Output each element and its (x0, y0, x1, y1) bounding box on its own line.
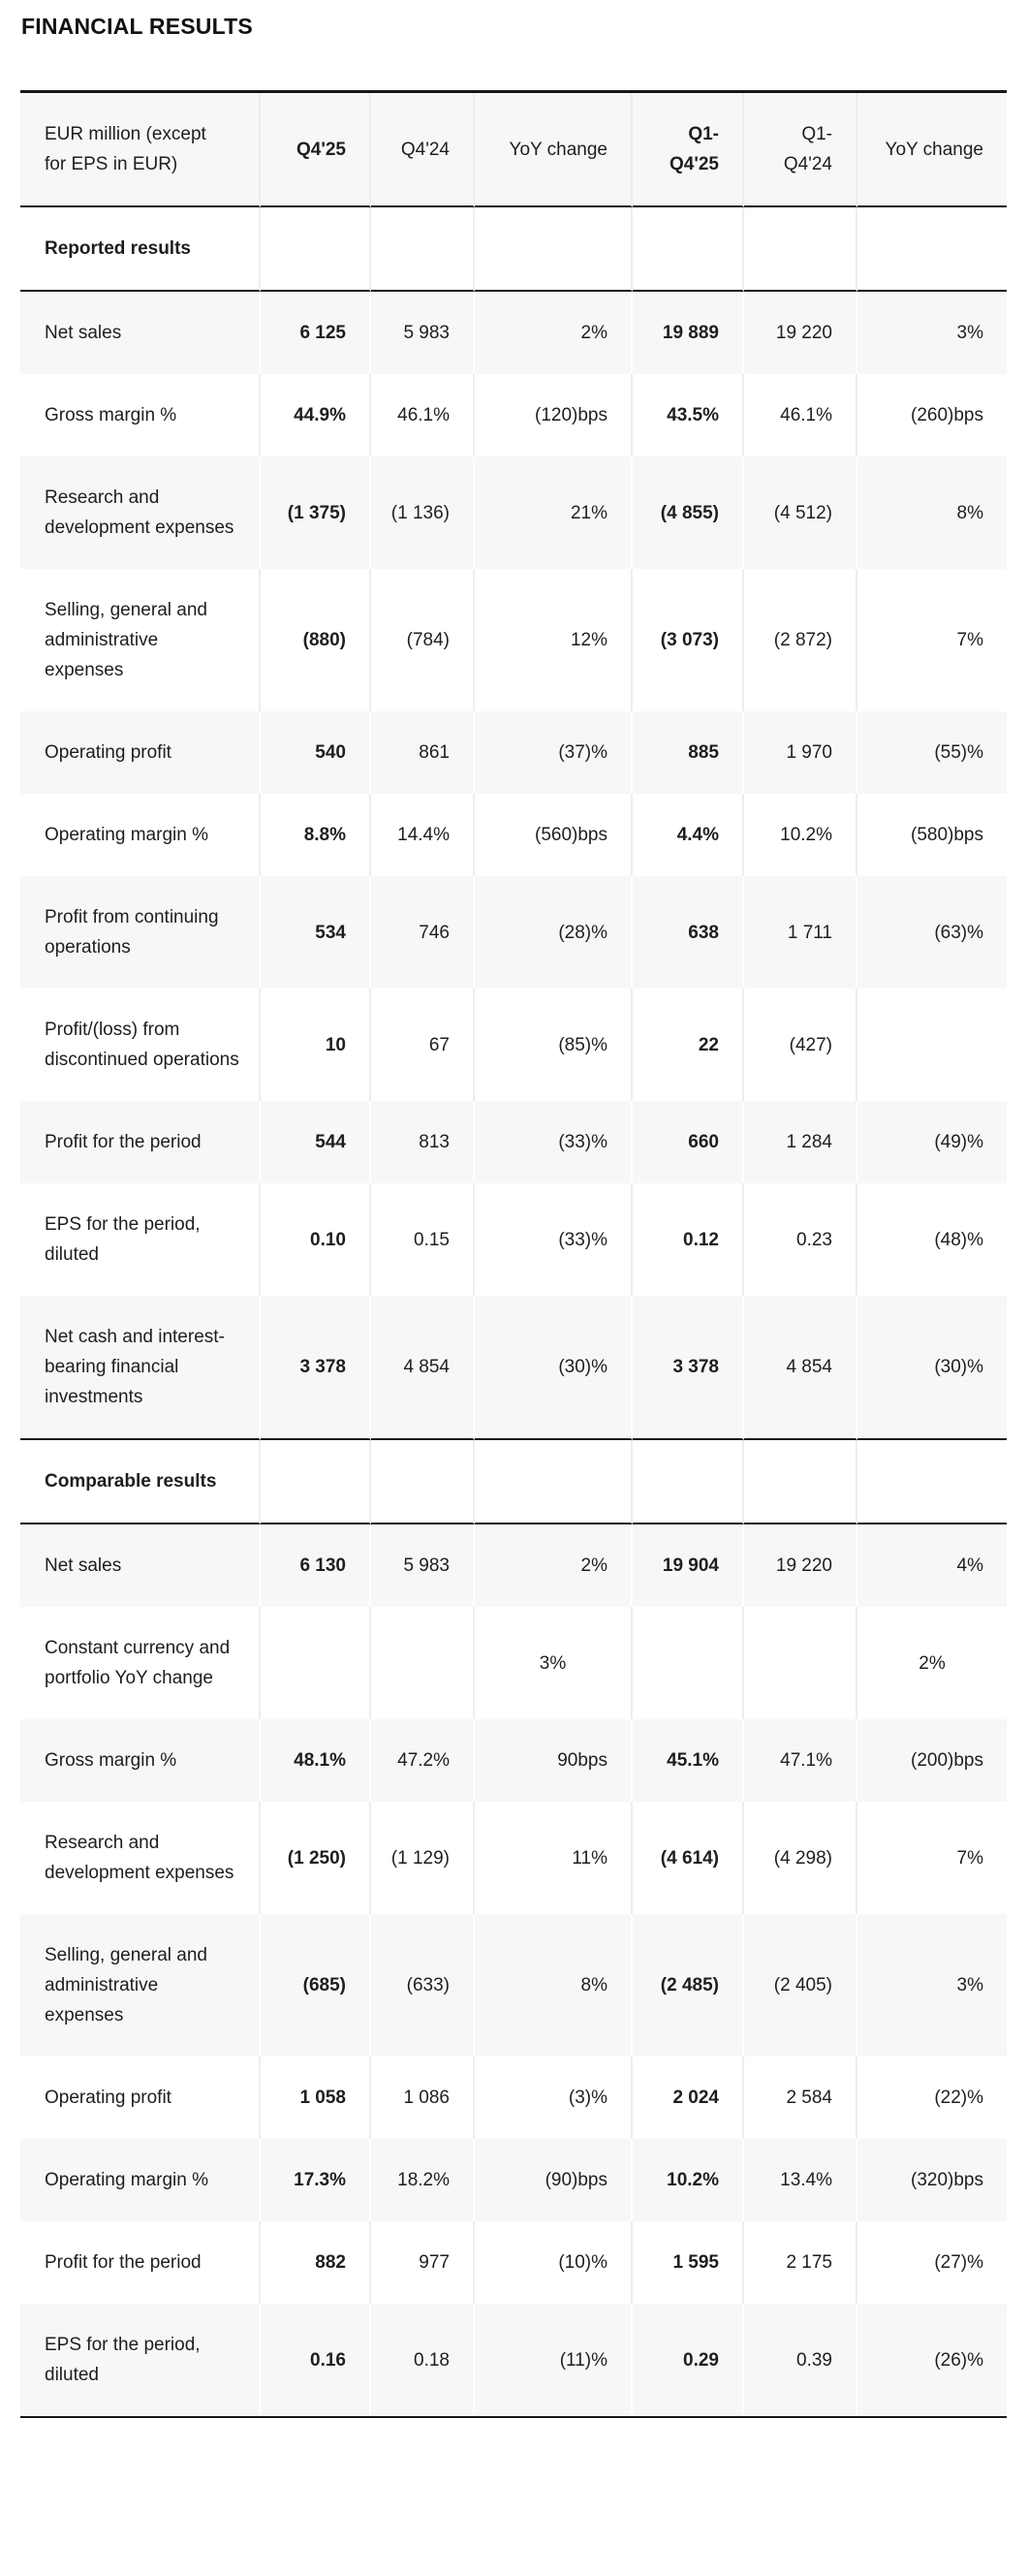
empty-cell (857, 207, 1007, 292)
cell-value: 12% (475, 569, 633, 711)
row-label: Research and development expenses (20, 1802, 261, 1914)
cell-value: 1 086 (371, 2057, 475, 2139)
row-label: Selling, general and administrative expenses (20, 1914, 261, 2057)
header-col-yoy-change-q1-q4: YoY change (857, 93, 1007, 207)
row-label: Selling, general and administrative expenses (20, 569, 261, 711)
cell-value: 67 (371, 989, 475, 1101)
empty-cell (744, 1440, 857, 1524)
cell-value: (880) (261, 569, 371, 711)
table-header (20, 93, 1007, 207)
section-title: Reported results (20, 207, 261, 292)
cell-value: 4.4% (633, 794, 744, 876)
cell-value (371, 1607, 475, 1719)
row-label: Profit for the period (20, 2221, 261, 2304)
cell-value (744, 1607, 857, 1719)
row-label: Net cash and interest-bearing financial investments (20, 1296, 261, 1440)
page-title: FINANCIAL RESULTS (21, 14, 253, 39)
cell-value: (1 375) (261, 456, 371, 569)
cell-value: (30)% (857, 1296, 1007, 1440)
table-row (20, 1183, 1007, 1296)
row-label: Research and development expenses (20, 456, 261, 569)
header-col-q1-q4-24: Q1-Q4'24 (744, 93, 857, 207)
cell-value: (55)% (857, 711, 1007, 794)
cell-value: 746 (371, 876, 475, 989)
cell-value: (260)bps (857, 374, 1007, 456)
cell-value: (3)% (475, 2057, 633, 2139)
cell-value: 2% (475, 1524, 633, 1607)
cell-value: 882 (261, 2221, 371, 2304)
cell-value: 534 (261, 876, 371, 989)
row-label: Operating margin % (20, 794, 261, 876)
cell-value: 3% (475, 1607, 633, 1719)
cell-value: 45.1% (633, 1719, 744, 1802)
cell-value: 46.1% (371, 374, 475, 456)
cell-value: 43.5% (633, 374, 744, 456)
cell-value: (784) (371, 569, 475, 711)
cell-value: 46.1% (744, 374, 857, 456)
empty-cell (857, 1440, 1007, 1524)
cell-value: 10.2% (633, 2139, 744, 2221)
cell-value: 0.29 (633, 2304, 744, 2416)
cell-value: 4 854 (371, 1296, 475, 1440)
empty-cell (475, 207, 633, 292)
cell-value: (120)bps (475, 374, 633, 456)
cell-value: 813 (371, 1101, 475, 1183)
header-col-q4-25: Q4'25 (261, 93, 371, 207)
cell-value: 0.10 (261, 1183, 371, 1296)
cell-value: (63)% (857, 876, 1007, 989)
cell-value: 48.1% (261, 1719, 371, 1802)
cell-value: (48)% (857, 1183, 1007, 1296)
cell-value: 8% (857, 456, 1007, 569)
cell-value: (27)% (857, 2221, 1007, 2304)
cell-value: (2 872) (744, 569, 857, 711)
row-label: Profit/(loss) from discontinued operations (20, 989, 261, 1101)
cell-value: 11% (475, 1802, 633, 1914)
section-row (20, 1440, 1007, 1524)
cell-value: 2% (475, 292, 633, 374)
cell-value: 4% (857, 1524, 1007, 1607)
empty-cell (261, 1440, 371, 1524)
table-row (20, 292, 1007, 374)
cell-value: 22 (633, 989, 744, 1101)
cell-value: 2 584 (744, 2057, 857, 2139)
cell-value: 1 970 (744, 711, 857, 794)
cell-value: (33)% (475, 1183, 633, 1296)
cell-value: (1 250) (261, 1802, 371, 1914)
row-label: Operating profit (20, 711, 261, 794)
table-row (20, 1524, 1007, 1607)
cell-value: 10 (261, 989, 371, 1101)
table-row (20, 1719, 1007, 1802)
row-label: EPS for the period, diluted (20, 2304, 261, 2416)
cell-value: 0.39 (744, 2304, 857, 2416)
cell-value: (427) (744, 989, 857, 1101)
cell-value: 13.4% (744, 2139, 857, 2221)
table-row (20, 989, 1007, 1101)
cell-value: 0.12 (633, 1183, 744, 1296)
cell-value: 19 904 (633, 1524, 744, 1607)
cell-value: (22)% (857, 2057, 1007, 2139)
cell-value: 861 (371, 711, 475, 794)
table-row (20, 1802, 1007, 1914)
header-col-yoy-change-q4: YoY change (475, 93, 633, 207)
cell-value: 8% (475, 1914, 633, 2057)
cell-value: 47.1% (744, 1719, 857, 1802)
cell-value: 0.15 (371, 1183, 475, 1296)
table-row (20, 456, 1007, 569)
cell-value: 2 175 (744, 2221, 857, 2304)
empty-cell (633, 207, 744, 292)
cell-value: 638 (633, 876, 744, 989)
cell-value: 6 130 (261, 1524, 371, 1607)
cell-value: 8.8% (261, 794, 371, 876)
cell-value: 7% (857, 569, 1007, 711)
table-row (20, 2057, 1007, 2139)
cell-value: (560)bps (475, 794, 633, 876)
cell-value: 544 (261, 1101, 371, 1183)
table-row (20, 876, 1007, 989)
row-label: Net sales (20, 1524, 261, 1607)
row-label: Gross margin % (20, 1719, 261, 1802)
cell-value: 977 (371, 2221, 475, 2304)
cell-value: (633) (371, 1914, 475, 2057)
cell-value: (26)% (857, 2304, 1007, 2416)
cell-value: (33)% (475, 1101, 633, 1183)
table-row (20, 1296, 1007, 1440)
cell-value: 5 983 (371, 1524, 475, 1607)
cell-value: 90bps (475, 1719, 633, 1802)
cell-value: 10.2% (744, 794, 857, 876)
cell-value: (580)bps (857, 794, 1007, 876)
cell-value (633, 1607, 744, 1719)
section-title: Comparable results (20, 1440, 261, 1524)
cell-value: 5 983 (371, 292, 475, 374)
table-row (20, 794, 1007, 876)
cell-value: 2 024 (633, 2057, 744, 2139)
cell-value: 17.3% (261, 2139, 371, 2221)
cell-value: (4 855) (633, 456, 744, 569)
table-row (20, 2221, 1007, 2304)
cell-value: 885 (633, 711, 744, 794)
header-col-q4-24: Q4'24 (371, 93, 475, 207)
cell-value: 2% (857, 1607, 1007, 1719)
empty-cell (261, 207, 371, 292)
header-unit-label: EUR million (except for EPS in EUR) (20, 93, 261, 207)
cell-value: (2 405) (744, 1914, 857, 2057)
cell-value: (85)% (475, 989, 633, 1101)
row-label: Gross margin % (20, 374, 261, 456)
table-row (20, 569, 1007, 711)
cell-value: (1 129) (371, 1802, 475, 1914)
table-row (20, 1914, 1007, 2057)
section-row (20, 207, 1007, 292)
row-label: EPS for the period, diluted (20, 1183, 261, 1296)
cell-value: (4 614) (633, 1802, 744, 1914)
empty-cell (371, 207, 475, 292)
cell-value: 0.23 (744, 1183, 857, 1296)
table-row (20, 2304, 1007, 2416)
row-label: Profit for the period (20, 1101, 261, 1183)
cell-value: 3% (857, 292, 1007, 374)
cell-value: 3 378 (633, 1296, 744, 1440)
cell-value: 47.2% (371, 1719, 475, 1802)
cell-value: 3 378 (261, 1296, 371, 1440)
table-body (20, 207, 1007, 2416)
cell-value (857, 989, 1007, 1101)
cell-value: 1 284 (744, 1101, 857, 1183)
table-row (20, 1101, 1007, 1183)
cell-value: (11)% (475, 2304, 633, 2416)
cell-value: (1 136) (371, 456, 475, 569)
cell-value: 19 889 (633, 292, 744, 374)
cell-value: (3 073) (633, 569, 744, 711)
cell-value (261, 1607, 371, 1719)
cell-value: 3% (857, 1914, 1007, 2057)
cell-value: 21% (475, 456, 633, 569)
cell-value: 1 711 (744, 876, 857, 989)
header-col-q1-q4-25: Q1-Q4'25 (633, 93, 744, 207)
cell-value: (4 512) (744, 456, 857, 569)
cell-value: (2 485) (633, 1914, 744, 2057)
cell-value: (28)% (475, 876, 633, 989)
cell-value: 660 (633, 1101, 744, 1183)
empty-cell (371, 1440, 475, 1524)
table-row (20, 2139, 1007, 2221)
empty-cell (744, 207, 857, 292)
cell-value: (49)% (857, 1101, 1007, 1183)
table-row (20, 1607, 1007, 1719)
header-row (20, 93, 1007, 207)
cell-value: 18.2% (371, 2139, 475, 2221)
empty-cell (633, 1440, 744, 1524)
cell-value: 44.9% (261, 374, 371, 456)
row-label: Constant currency and portfolio YoY change (20, 1607, 261, 1719)
row-label: Profit from continuing operations (20, 876, 261, 989)
cell-value: (10)% (475, 2221, 633, 2304)
cell-value: 19 220 (744, 292, 857, 374)
row-label: Operating margin % (20, 2139, 261, 2221)
cell-value: (4 298) (744, 1802, 857, 1914)
financial-results-table (20, 90, 1007, 2418)
row-label: Net sales (20, 292, 261, 374)
empty-cell (475, 1440, 633, 1524)
cell-value: 7% (857, 1802, 1007, 1914)
cell-value: 1 595 (633, 2221, 744, 2304)
cell-value: (200)bps (857, 1719, 1007, 1802)
cell-value: 6 125 (261, 292, 371, 374)
cell-value: (320)bps (857, 2139, 1007, 2221)
table-row (20, 374, 1007, 456)
cell-value: 540 (261, 711, 371, 794)
cell-value: (90)bps (475, 2139, 633, 2221)
row-label: Operating profit (20, 2057, 261, 2139)
cell-value: 0.16 (261, 2304, 371, 2416)
cell-value: (37)% (475, 711, 633, 794)
table-row (20, 711, 1007, 794)
cell-value: 14.4% (371, 794, 475, 876)
cell-value: (685) (261, 1914, 371, 2057)
cell-value: 0.18 (371, 2304, 475, 2416)
cell-value: 19 220 (744, 1524, 857, 1607)
cell-value: 1 058 (261, 2057, 371, 2139)
cell-value: 4 854 (744, 1296, 857, 1440)
cell-value: (30)% (475, 1296, 633, 1440)
